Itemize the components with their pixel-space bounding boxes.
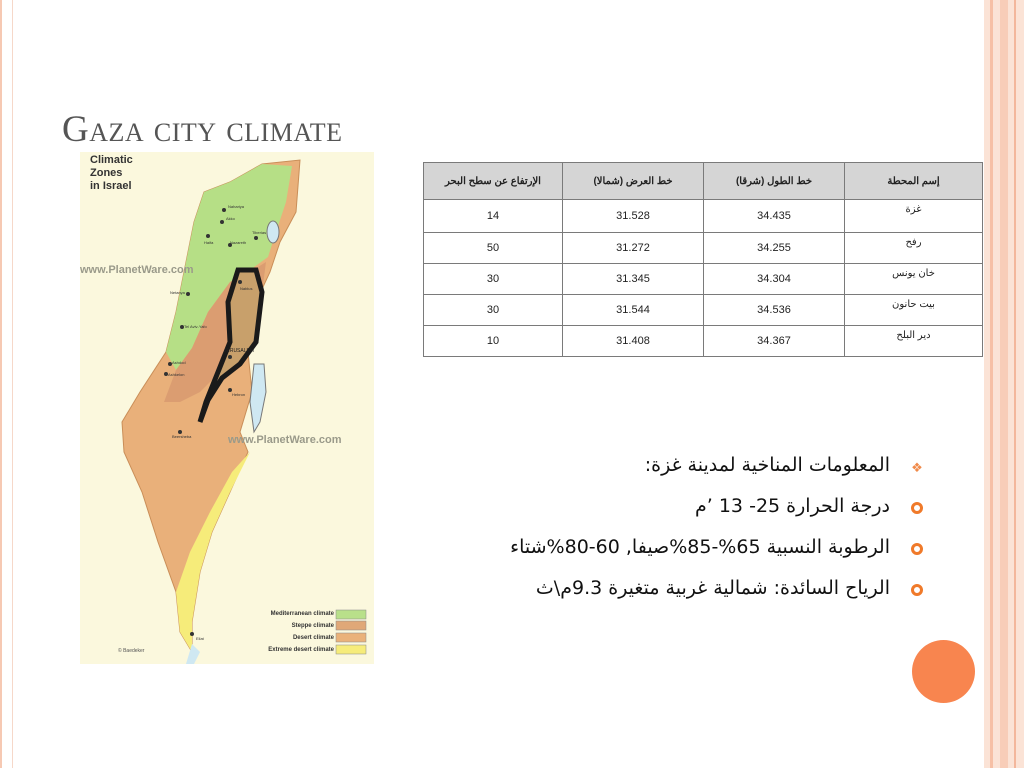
- city-label: JERUSALEM: [224, 348, 255, 354]
- ring-icon: [911, 502, 923, 514]
- map-legend: Mediterranean climate Steppe climate Desert climate Extreme desert climate: [268, 611, 334, 653]
- cell-station: غزة: [845, 200, 983, 233]
- slide-title: Gaza city climate: [62, 109, 343, 150]
- bullet-text: الرياح السائدة: شمالية غربية متغيرة 9.3م\ث: [535, 577, 890, 599]
- cell-altitude: 14: [424, 200, 563, 233]
- header-longitude: خط الطول (شرقا): [704, 163, 845, 200]
- city-label: Nahariya: [228, 204, 245, 209]
- table-row: [424, 233, 983, 264]
- bullet-text: المعلومات المناخية لمدينة غزة:: [644, 454, 890, 476]
- climate-info-list: [510, 448, 924, 612]
- cell-longitude: 34.304: [704, 264, 845, 295]
- table-row: [424, 264, 983, 295]
- cell-longitude: 34.435: [704, 200, 845, 233]
- ring-icon: [911, 584, 923, 596]
- map-copyright: © Baedeker: [118, 648, 145, 654]
- cell-altitude: 10: [424, 326, 563, 357]
- map-heading: Climatic Zones in Israel: [90, 154, 133, 192]
- cell-station: بيت حانون: [845, 295, 983, 326]
- header-altitude: الإرتفاع عن سطح البحر: [424, 163, 563, 200]
- table-row: [424, 200, 983, 233]
- table-header-row: [424, 163, 983, 200]
- city-label: Hebron: [232, 392, 246, 397]
- city-label: Haifa: [204, 240, 214, 245]
- bullet-text: الرطوبة النسبية 65%-85%صيفا, 60-80%شتاء: [510, 536, 890, 558]
- city-label: Eilat: [196, 636, 204, 641]
- city-label: Beersheba: [172, 434, 192, 439]
- map-graphic: [80, 152, 374, 664]
- list-item: [510, 530, 924, 571]
- right-decorative-border: [984, 0, 1024, 768]
- cell-latitude: 31.544: [563, 295, 704, 326]
- cell-longitude: 34.367: [704, 326, 845, 357]
- ring-icon: [911, 543, 923, 555]
- list-item: [510, 489, 924, 530]
- table-row: [424, 326, 983, 357]
- bullet-text: درجة الحرارة 25- 13 ’م: [695, 495, 890, 517]
- cell-latitude: 31.345: [563, 264, 704, 295]
- watermark-top: www.PlanetWare.com: [80, 264, 194, 276]
- list-item: [510, 448, 924, 489]
- cell-longitude: 34.255: [704, 233, 845, 264]
- header-latitude: خط العرض (شمالا): [563, 163, 704, 200]
- cell-latitude: 31.272: [563, 233, 704, 264]
- stations-table: [423, 162, 983, 357]
- header-station: إسم المحطة: [845, 163, 983, 200]
- climate-zones-map: [80, 152, 374, 664]
- cell-longitude: 34.536: [704, 295, 845, 326]
- cell-station: خان يونس: [845, 264, 983, 295]
- table-row: [424, 295, 983, 326]
- cell-station: رفح: [845, 233, 983, 264]
- city-label: Akko: [226, 216, 235, 221]
- cell-station: دير البلح: [845, 326, 983, 357]
- city-label: Ashkelon: [168, 372, 185, 377]
- cell-altitude: 30: [424, 295, 563, 326]
- watermark-bottom: www.PlanetWare.com: [228, 434, 342, 446]
- list-item: [510, 571, 924, 612]
- city-label: Nazareth: [230, 240, 247, 245]
- decorative-circle: [912, 640, 975, 703]
- city-label: Nablus: [240, 286, 253, 291]
- cell-latitude: 31.408: [563, 326, 704, 357]
- cell-latitude: 31.528: [563, 200, 704, 233]
- city-label: Netanya: [170, 290, 185, 295]
- city-label: Ashdod: [172, 360, 186, 365]
- cell-altitude: 50: [424, 233, 563, 264]
- diamond-icon: ❖: [911, 461, 923, 476]
- cell-altitude: 30: [424, 264, 563, 295]
- left-decorative-border: [0, 0, 38, 768]
- city-label: Tel Aviv-Yafo: [184, 324, 207, 329]
- city-label: Tiberias: [252, 230, 267, 235]
